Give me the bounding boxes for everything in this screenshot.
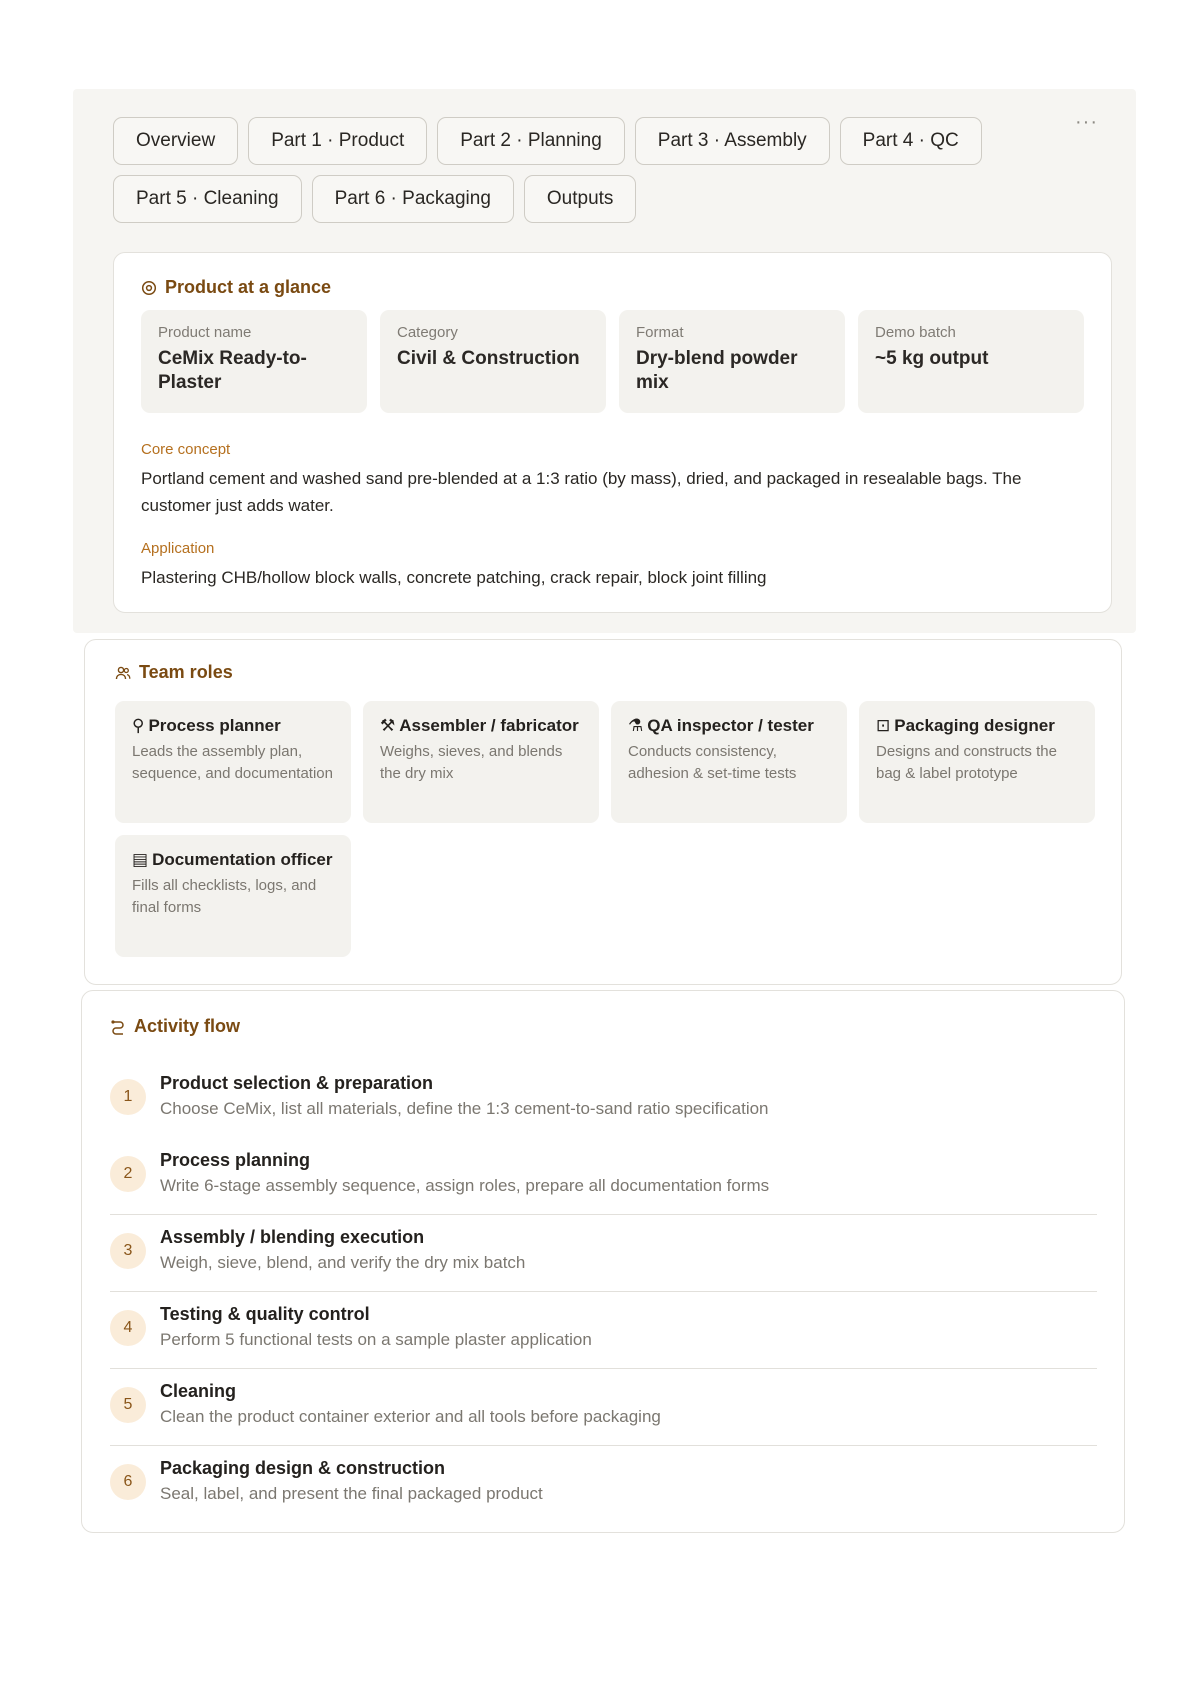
tab-part-5-cleaning[interactable]: Part 5 · Cleaning xyxy=(113,175,302,223)
step-desc: Choose CeMix, list all materials, define the 1:3 cement-to-sand ratio specification xyxy=(160,1099,769,1118)
step-desc: Perform 5 functional tests on a sample plaster application xyxy=(160,1330,592,1349)
tab-part-2-planning[interactable]: Part 2 · Planning xyxy=(437,117,625,165)
step-title: Process planning xyxy=(160,1150,311,1170)
activity-steps xyxy=(110,1061,1097,1523)
application-label: Application xyxy=(141,540,215,557)
step-item xyxy=(110,1138,1097,1215)
application-text: Plastering CHB/hollow block walls, concrete patching, crack repair, block joint filling xyxy=(141,568,767,587)
step-desc: Seal, label, and present the final packaged product xyxy=(160,1484,543,1503)
stat-category xyxy=(380,310,606,413)
stat-value: CeMix Ready-to-Plaster xyxy=(158,348,307,393)
role-desc: Leads the assembly plan, sequence, and documentation xyxy=(132,743,333,782)
step-number-badge: 1 xyxy=(110,1079,146,1115)
team-roles-card xyxy=(84,639,1122,985)
core-concept-text: Portland cement and washed sand pre-blended at a 1:3 ratio (by mass), dried, and packaged in resealable bags. The customer just adds water. xyxy=(141,469,1022,515)
tab-outputs[interactable]: Outputs xyxy=(524,175,637,223)
role-name: Documentation officer xyxy=(152,850,333,869)
step-number-badge: 6 xyxy=(110,1464,146,1500)
stat-format xyxy=(619,310,845,413)
step-desc: Write 6-stage assembly sequence, assign roles, prepare all documentation forms xyxy=(160,1176,770,1195)
role-name: Process planner xyxy=(148,716,281,735)
step-item xyxy=(110,1061,1097,1138)
role-qa-inspector xyxy=(611,701,847,823)
step-title: Cleaning xyxy=(160,1381,237,1401)
role-packaging-designer xyxy=(859,701,1095,823)
step-desc: Clean the product container exterior and all tools before packaging xyxy=(160,1407,661,1426)
activity-flow-card xyxy=(81,990,1125,1533)
role-assembler xyxy=(363,701,599,823)
role-desc: Designs and constructs the bag & label prototype xyxy=(876,743,1057,782)
clipboard-icon: ⚲ xyxy=(132,716,145,735)
role-title xyxy=(132,715,334,737)
team-heading xyxy=(115,662,233,683)
stat-product-name xyxy=(141,310,367,413)
step-desc: Weigh, sieve, blend, and verify the dry mix batch xyxy=(160,1253,526,1272)
step-number-badge: 4 xyxy=(110,1310,146,1346)
tab-part-3-assembly[interactable]: Part 3 · Assembly xyxy=(635,117,830,165)
stat-label: Category xyxy=(397,324,458,341)
overview-panel xyxy=(73,89,1136,633)
step-item xyxy=(110,1292,1097,1369)
stat-label: Format xyxy=(636,324,684,341)
role-process-planner xyxy=(115,701,351,823)
glance-heading xyxy=(141,277,331,298)
role-title xyxy=(380,715,582,737)
role-name: QA inspector / tester xyxy=(647,716,814,735)
role-title xyxy=(628,715,830,737)
stat-label: Product name xyxy=(158,324,252,341)
flow-heading xyxy=(110,1016,240,1037)
team-title: Team roles xyxy=(139,662,233,682)
step-item xyxy=(110,1446,1097,1523)
role-documentation-officer xyxy=(115,835,351,957)
users-icon xyxy=(115,665,131,681)
tab-part-4-qc[interactable]: Part 4 · QC xyxy=(840,117,982,165)
stat-value: ~5 kg output xyxy=(875,348,989,369)
roles-grid xyxy=(115,701,1105,957)
stat-value: Civil & Construction xyxy=(397,348,580,369)
role-desc: Weighs, sieves, and blends the dry mix xyxy=(380,743,563,782)
document-icon: ▤ xyxy=(132,850,149,869)
step-title: Testing & quality control xyxy=(160,1304,370,1324)
role-title xyxy=(132,849,334,871)
target-icon xyxy=(141,280,157,296)
flask-icon: ⚗ xyxy=(628,716,644,735)
tab-bar xyxy=(113,117,1013,223)
product-stats xyxy=(141,310,1084,413)
step-title: Assembly / blending execution xyxy=(160,1227,425,1247)
step-item xyxy=(110,1369,1097,1446)
stat-label: Demo batch xyxy=(875,324,956,341)
step-title: Product selection & preparation xyxy=(160,1073,434,1093)
role-name: Packaging designer xyxy=(894,716,1055,735)
glance-title: Product at a glance xyxy=(165,277,332,297)
step-number-badge: 3 xyxy=(110,1233,146,1269)
step-number-badge: 2 xyxy=(110,1156,146,1192)
product-at-a-glance-card xyxy=(113,252,1112,613)
tab-part-1-product[interactable]: Part 1 · Product xyxy=(248,117,427,165)
step-item xyxy=(110,1215,1097,1292)
flow-icon xyxy=(110,1019,126,1035)
tab-part-6-packaging[interactable]: Part 6 · Packaging xyxy=(312,175,514,223)
package-icon: ⊡ xyxy=(876,716,891,735)
more-options-icon[interactable]: ··· xyxy=(1075,111,1098,133)
tools-icon: ⚒ xyxy=(380,716,396,735)
tab-overview[interactable]: Overview xyxy=(113,117,238,165)
stat-value: Dry-blend powder mix xyxy=(636,348,798,393)
core-concept-label: Core concept xyxy=(141,441,231,458)
role-desc: Conducts consistency, adhesion & set-time tests xyxy=(628,743,797,782)
role-name: Assembler / fabricator xyxy=(399,716,579,735)
step-number-badge: 5 xyxy=(110,1387,146,1423)
flow-title: Activity flow xyxy=(134,1016,241,1036)
step-title: Packaging design & construction xyxy=(160,1458,446,1478)
stat-demo-batch xyxy=(858,310,1084,413)
role-title xyxy=(876,715,1078,737)
role-desc: Fills all checklists, logs, and final forms xyxy=(132,877,317,916)
